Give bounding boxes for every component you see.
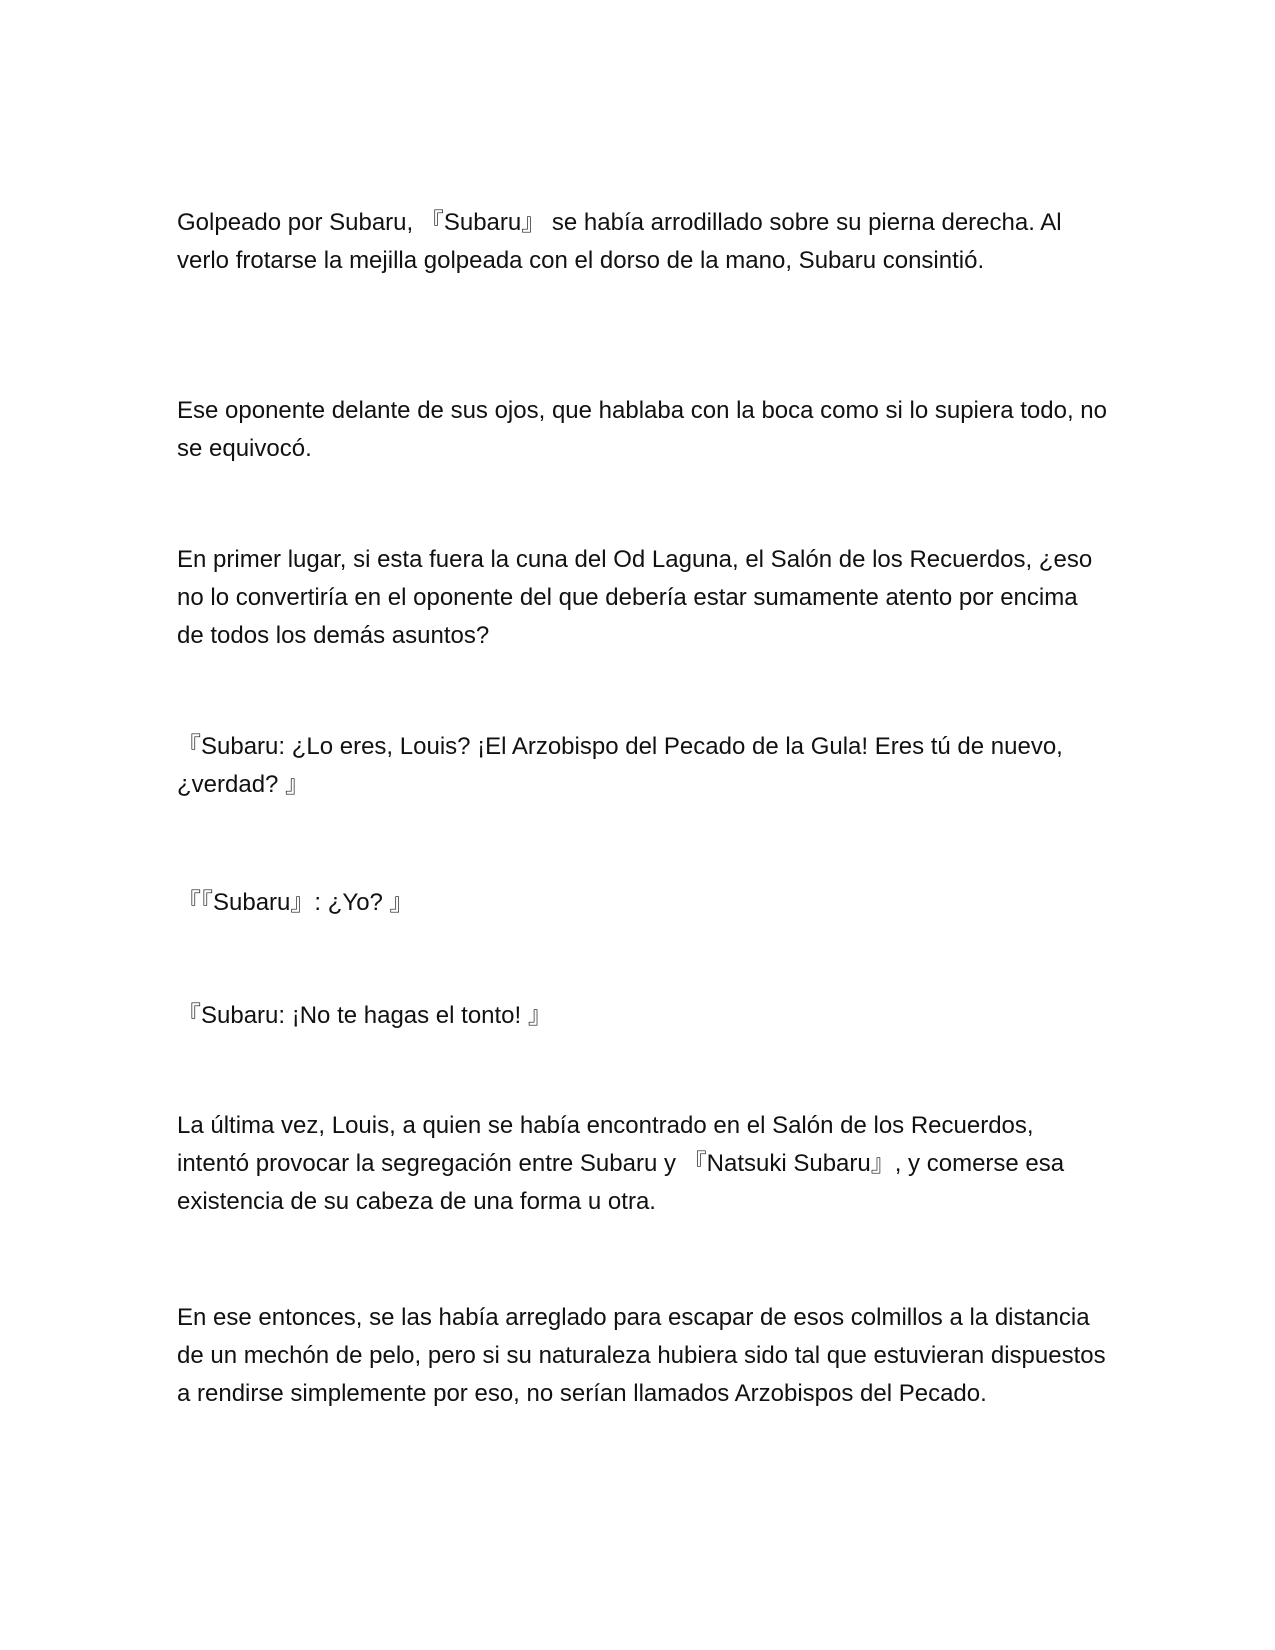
dialogue-line-subaru-tonto: 『Subaru: ¡No te hagas el tonto! 』: [177, 1002, 552, 1029]
paragraph-3: En primer lugar, si esta fuera la cuna del Od Laguna, el Salón de los Recuerdos, ¿eso no lo convertiría en el oponente del que debería estar sumamente atento por encima de todos los demás asuntos?: [177, 546, 1099, 649]
paragraph-2: Ese oponente delante de sus ojos, que hablaba con la boca como si lo supiera todo, no se equivocó.: [177, 397, 1114, 462]
paragraph-7: La última vez, Louis, a quien se había encontrado en el Salón de los Recuerdos, intentó provocar la segregación entre Subaru y 『Natsuki Subaru』, y comerse esa existencia de su cabeza de una forma u otra.: [177, 1112, 1071, 1215]
paragraph-8: En ese entonces, se las había arreglado para escapar de esos colmillos a la distancia de un mechón de pelo, pero si su naturaleza hubiera sido tal que estuvieran dispuestos a rendirse simplemente por eso, no serían llamados Arzobispos del Pecado.: [177, 1304, 1113, 1407]
dialogue-line-other-subaru: 『『Subaru』: ¿Yo? 』: [177, 889, 414, 916]
dialogue-line-subaru-louis: 『Subaru: ¿Lo eres, Louis? ¡El Arzobispo del Pecado de la Gula! Eres tú de nuevo, ¿verdad? 』: [177, 733, 1070, 798]
paragraph-1: Golpeado por Subaru, 『Subaru』 se había arrodillado sobre su pierna derecha. Al verlo frotarse la mejilla golpeada con el dorso de la mano, Subaru consintió.: [177, 209, 1069, 274]
